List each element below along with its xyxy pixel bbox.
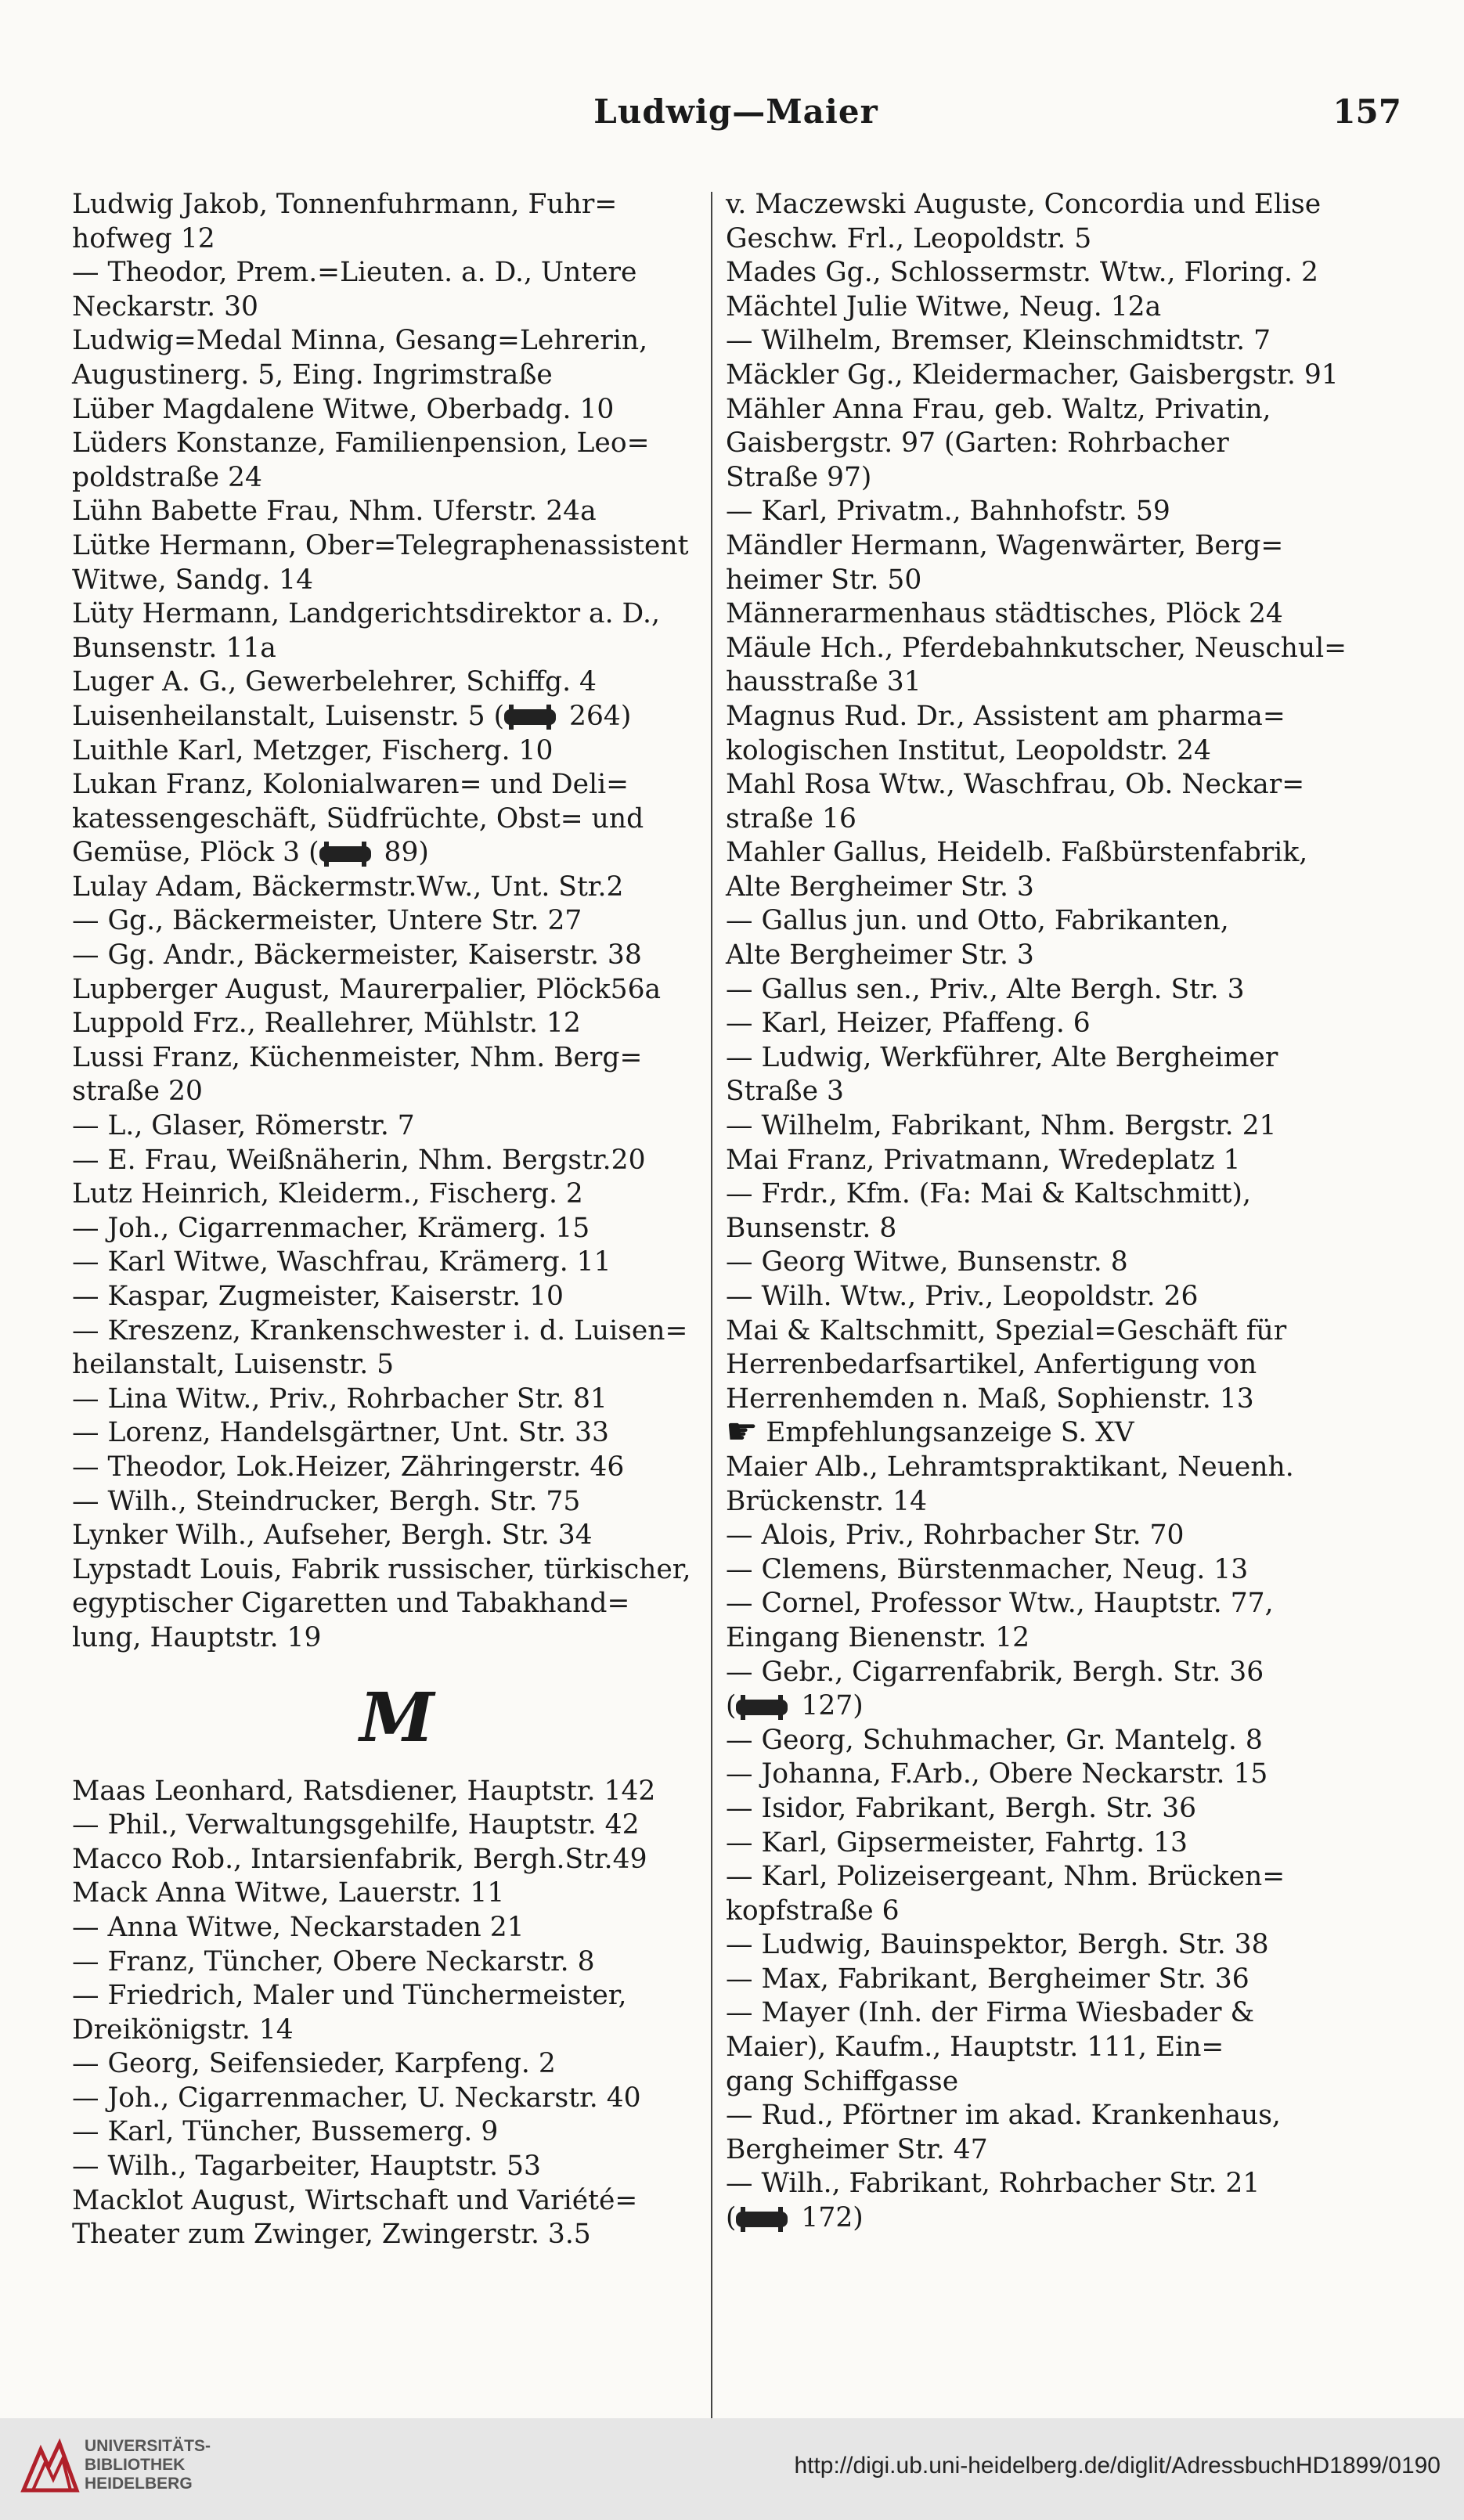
section-letter: M — [359, 1678, 435, 1758]
university-logo-icon — [17, 2435, 83, 2501]
entry-line: — Lina Witw., Priv., Rohrbacher Str. 81 — [72, 1383, 608, 1415]
entry-line: Mächtel Julie Witwe, Neug. 12a — [726, 290, 1162, 323]
entry-line: — Anna Witwe, Neckarstaden 21 — [72, 1911, 525, 1943]
entry-line: Luger A. G., Gewerbelehrer, Schiffg. 4 — [72, 666, 597, 698]
directory-entry — [72, 427, 722, 495]
directory-entry — [726, 1519, 1376, 1553]
entry-line: — Joh., Cigarrenmacher, U. Neckarstr. 40 — [72, 2082, 641, 2114]
entry-line: — Karl, Privatm., Bahnhofstr. 59 — [726, 496, 1170, 528]
directory-entry — [726, 1724, 1376, 1758]
directory-entry — [726, 632, 1376, 700]
entry-line: Mändler Hermann, Wagenwärter, Berg= — [726, 529, 1284, 561]
directory-entry — [72, 1775, 722, 1809]
entry-line: kopfstraße 6 — [726, 1895, 900, 1927]
entry-line: Lussi Franz, Küchenmeister, Nhm. Berg= — [72, 1041, 643, 1073]
entry-line: Magnus Rud. Dr., Assistent am pharma= — [726, 700, 1286, 732]
directory-entry — [72, 597, 722, 665]
entry-line: Gaisbergstr. 97 (Garten: Rohrbacher — [726, 427, 1229, 460]
directory-entry — [72, 1144, 722, 1178]
directory-entry — [726, 188, 1376, 256]
entry-line: — L., Glaser, Römerstr. 7 — [72, 1110, 415, 1142]
library-name-line: BIBLIOTHEK — [85, 2456, 186, 2474]
entry-line: Ludwig Jakob, Tonnenfuhrmann, Fuhr= — [72, 189, 618, 220]
entry-line: Luisenheilanstalt, Luisenstr. 5 ( 264) — [72, 700, 632, 732]
running-head: Ludwig—Maier — [593, 92, 878, 131]
entry-line: Lupberger August, Maurerpalier, Plöck56a — [72, 973, 662, 1005]
directory-entry — [72, 1485, 722, 1520]
entry-line: hausstraße 31 — [726, 666, 921, 698]
entry-line: Neckarstr. 30 — [72, 290, 258, 323]
entry-line: hofweg 12 — [72, 222, 215, 254]
directory-entry — [726, 768, 1376, 836]
directory-entry — [726, 2167, 1376, 2235]
entry-line: Männerarmenhaus städtisches, Plöck 24 — [726, 598, 1283, 630]
entry-line: — Wilhelm, Bremser, Kleinschmidtstr. 7 — [726, 325, 1271, 357]
entry-line: — Johanna, F.Arb., Obere Neckarstr. 15 — [726, 1758, 1268, 1790]
entry-line: — Alois, Priv., Rohrbacher Str. 70 — [726, 1520, 1185, 1552]
entry-line: lung, Hauptstr. 19 — [72, 1621, 322, 1653]
directory-entry — [726, 1656, 1376, 1724]
directory-entry — [726, 529, 1376, 597]
entry-line: egyptischer Cigaretten und Tabakhand= — [72, 1588, 630, 1620]
directory-entry — [72, 495, 722, 529]
entry-line: — Rud., Pförtner im akad. Krankenhaus, — [726, 2100, 1281, 2132]
directory-entry — [72, 188, 722, 256]
entry-line: Brückenstr. 14 — [726, 1485, 928, 1517]
entry-line: Bunsenstr. 11a — [72, 632, 276, 664]
entry-line: — Georg, Seifensieder, Karpfeng. 2 — [72, 2048, 556, 2080]
directory-entry — [72, 1451, 722, 1485]
entry-line: Lüber Magdalene Witwe, Oberbadg. 10 — [72, 393, 615, 425]
directory-entry — [72, 1314, 722, 1383]
directory-entry — [72, 2184, 722, 2252]
entry-line: Augustinerg. 5, Eing. Ingrimstraße — [72, 359, 553, 391]
entry-line: Alte Bergheimer Str. 3 — [726, 871, 1034, 903]
entry-line: — Karl, Polizeisergeant, Nhm. Brücken= — [726, 1861, 1286, 1893]
entry-line: — Isidor, Fabrikant, Bergh. Str. 36 — [726, 1792, 1197, 1824]
entry-line: Lutz Heinrich, Kleiderm., Fischerg. 2 — [72, 1178, 583, 1210]
left-column — [72, 188, 722, 2252]
directory-entry — [726, 1177, 1376, 1246]
directory-entry — [726, 1007, 1376, 1041]
directory-entry — [72, 2115, 722, 2150]
column-divider — [711, 192, 712, 2431]
directory-entry — [72, 2082, 722, 2116]
entry-line: — Ludwig, Bauinspektor, Bergh. Str. 38 — [726, 1929, 1269, 1961]
entry-line: Straße 3 — [726, 1076, 844, 1108]
directory-entry — [726, 1451, 1376, 1519]
directory-entry — [72, 734, 722, 769]
entry-line: — Wilh., Fabrikant, Rohrbacher Str. 21 — [726, 2168, 1260, 2200]
entry-line: — Joh., Cigarrenmacher, Krämerg. 15 — [72, 1212, 590, 1244]
directory-entry — [726, 1996, 1376, 2099]
entry-line: — Lorenz, Handelsgärtner, Unt. Str. 33 — [72, 1417, 609, 1449]
directory-entry — [726, 256, 1376, 290]
entry-line: Mai Franz, Privatmann, Wredeplatz 1 — [726, 1144, 1241, 1176]
entry-line: — Kaspar, Zugmeister, Kaiserstr. 10 — [72, 1281, 564, 1312]
directory-entry — [72, 700, 722, 734]
entry-line: gang Schiffgasse — [726, 2065, 959, 2097]
directory-entry — [72, 1553, 722, 1656]
entry-line: — Gallus sen., Priv., Alte Bergh. Str. 3 — [726, 973, 1245, 1005]
source-url-link[interactable]: http://digi.ub.uni-heidelberg.de/diglit/AdressbuchHD1899/0190 — [794, 2453, 1441, 2479]
entry-line: — Karl, Gipsermeister, Fahrtg. 13 — [726, 1826, 1188, 1858]
entry-line: heilanstalt, Luisenstr. 5 — [72, 1349, 395, 1381]
entry-line: — Theodor, Prem.=Lieuten. a. D., Untere — [72, 257, 637, 289]
directory-entry — [726, 1758, 1376, 1792]
advertisement-reference — [726, 1410, 1376, 1453]
entry-line: Maier), Kaufm., Hauptstr. 111, Ein= — [726, 2032, 1224, 2064]
directory-entry — [726, 1860, 1376, 1928]
directory-entry — [72, 1177, 722, 1212]
entry-line: Mähler Anna Frau, geb. Waltz, Privatin, — [726, 393, 1271, 425]
entry-line: — Gg. Andr., Bäckermeister, Kaiserstr. 38 — [72, 939, 642, 972]
entry-line: Ludwig=Medal Minna, Gesang=Lehrerin, — [72, 325, 648, 357]
library-name — [85, 2437, 211, 2493]
directory-entry — [72, 1519, 722, 1553]
entry-line: Lüders Konstanze, Familienpension, Leo= — [72, 427, 650, 460]
directory-entry — [726, 1587, 1376, 1655]
directory-entry — [726, 393, 1376, 496]
entry-line: Mahler Gallus, Heidelb. Faßbürstenfabrik, — [726, 837, 1308, 869]
entry-line: — Clemens, Bürstenmacher, Neug. 13 — [726, 1553, 1249, 1585]
directory-entry — [72, 665, 722, 700]
library-name-line: UNIVERSITÄTS- — [85, 2437, 211, 2455]
entry-line: — Kreszenz, Krankenschwester i. d. Luisen= — [72, 1314, 688, 1347]
entry-line: heimer Str. 50 — [726, 564, 922, 596]
entry-line: — Wilh. Wtw., Priv., Leopoldstr. 26 — [726, 1281, 1199, 1312]
directory-entry — [72, 1212, 722, 1246]
directory-entry — [72, 1979, 722, 2047]
directory-entry — [72, 1280, 722, 1314]
directory-entry — [726, 1963, 1376, 1997]
directory-entry — [726, 836, 1376, 904]
entry-line: straße 20 — [72, 1076, 203, 1108]
entry-line: Herrenbedarfsartikel, Anfertigung von — [726, 1349, 1257, 1381]
entry-line: ( 127) — [726, 1690, 864, 1722]
entry-line: Lukan Franz, Kolonialwaren= und Deli= — [72, 769, 629, 801]
entry-line: Eingang Bienenstr. 12 — [726, 1621, 1030, 1653]
entry-line: — Gebr., Cigarrenfabrik, Bergh. Str. 36 — [726, 1656, 1264, 1688]
directory-entry — [72, 1383, 722, 1417]
directory-entry — [726, 1144, 1376, 1178]
directory-entry — [726, 1314, 1376, 1417]
directory-entry — [726, 1041, 1376, 1109]
entry-line: Lynker Wilh., Aufseher, Bergh. Str. 34 — [72, 1520, 593, 1552]
directory-entry — [72, 973, 722, 1008]
directory-entry — [726, 1280, 1376, 1314]
entry-line: Mack Anna Witwe, Lauerstr. 11 — [72, 1877, 505, 1909]
entry-line: — Phil., Verwaltungsgehilfe, Hauptstr. 42 — [72, 1809, 640, 1841]
page-number: 157 — [1332, 92, 1401, 131]
entry-line: — E. Frau, Weißnäherin, Nhm. Bergstr.20 — [72, 1144, 646, 1176]
pointing-hand-icon: ☛ — [726, 1410, 759, 1453]
entry-line: — Frdr., Kfm. (Fa: Mai & Kaltschmitt), — [726, 1178, 1251, 1210]
entry-line: poldstraße 24 — [72, 461, 262, 493]
directory-entry — [726, 1246, 1376, 1280]
telephone-icon — [736, 1700, 788, 1715]
directory-entry — [72, 1808, 722, 1843]
advertisement-text: Empfehlungsanzeige S. XV — [766, 1417, 1134, 1449]
entry-line: Mäckler Gg., Kleidermacher, Gaisbergstr. 91 — [726, 359, 1339, 391]
directory-entry — [72, 1246, 722, 1280]
entry-line: Theater zum Zwinger, Zwingerstr. 3.5 — [72, 2219, 591, 2251]
directory-entry — [726, 1928, 1376, 1963]
entry-line: — Gg., Bäckermeister, Untere Str. 27 — [72, 905, 582, 937]
directory-entry — [72, 1911, 722, 1945]
entry-line: Witwe, Sandg. 14 — [72, 564, 314, 596]
directory-entry — [726, 1826, 1376, 1861]
library-name-line: HEIDELBERG — [85, 2475, 193, 2493]
entry-line: — Wilh., Steindrucker, Bergh. Str. 75 — [72, 1485, 581, 1517]
entry-line: — Georg Witwe, Bunsenstr. 8 — [726, 1246, 1128, 1278]
entry-line: Mäule Hch., Pferdebahnkutscher, Neuschul= — [726, 632, 1347, 664]
entry-line: Geschw. Frl., Leopoldstr. 5 — [726, 222, 1092, 254]
entry-line: kologischen Institut, Leopoldstr. 24 — [726, 734, 1211, 766]
entry-line: straße 16 — [726, 802, 856, 835]
entry-line: Dreikönigstr. 14 — [72, 2013, 294, 2046]
directory-entry — [72, 904, 722, 939]
footer-bar — [0, 2418, 1464, 2520]
directory-entry — [726, 1109, 1376, 1144]
entry-line: — Max, Fabrikant, Bergheimer Str. 36 — [726, 1963, 1249, 1995]
directory-entry — [72, 324, 722, 392]
entry-line: Lulay Adam, Bäckermstr.Ww., Unt. Str.2 — [72, 871, 624, 903]
entry-line: — Theodor, Lok.Heizer, Zähringerstr. 46 — [72, 1451, 625, 1483]
entry-line: Gemüse, Plöck 3 ( 89) — [72, 837, 429, 869]
entry-line: Maas Leonhard, Ratsdiener, Hauptstr. 142 — [72, 1775, 656, 1807]
entry-line: Lütke Hermann, Ober=Telegraphenassistent — [72, 529, 689, 561]
directory-entry — [726, 597, 1376, 632]
directory-entry — [726, 324, 1376, 359]
directory-entry — [72, 2150, 722, 2184]
entry-line: — Wilh., Tagarbeiter, Hauptstr. 53 — [72, 2150, 541, 2183]
page-header — [70, 92, 1401, 139]
directory-entry — [72, 2047, 722, 2082]
directory-entry — [72, 393, 722, 427]
entry-line: Macklot August, Wirtschaft und Variété= — [72, 2184, 638, 2216]
telephone-icon — [319, 846, 371, 862]
entry-line: Mai & Kaltschmitt, Spezial=Geschäft für — [726, 1314, 1287, 1347]
entry-line: v. Maczewski Auguste, Concordia und Elise — [726, 189, 1322, 220]
directory-entry — [726, 904, 1376, 972]
entry-line: — Friedrich, Maler und Tünchermeister, — [72, 1980, 627, 2012]
directory-entry — [72, 1945, 722, 1980]
directory-entry — [726, 495, 1376, 529]
directory-entry — [72, 1876, 722, 1911]
entry-line: — Karl, Tüncher, Bussemerg. 9 — [72, 2116, 499, 2148]
entry-line: Mades Gg., Schlossermstr. Wtw., Floring. 2 — [726, 257, 1318, 289]
entry-line: Mahl Rosa Wtw., Waschfrau, Ob. Neckar= — [726, 769, 1305, 801]
entry-line: Luithle Karl, Metzger, Fischerg. 10 — [72, 734, 554, 766]
directory-entry — [72, 529, 722, 597]
directory-entry — [72, 256, 722, 324]
entry-line: — Karl, Heizer, Pfaffeng. 6 — [726, 1008, 1091, 1040]
directory-entry — [726, 1553, 1376, 1588]
entry-line: — Franz, Tüncher, Obere Neckarstr. 8 — [72, 1945, 595, 1977]
entry-line: — Gallus jun. und Otto, Fabrikanten, — [726, 905, 1229, 937]
directory-entry — [72, 1843, 722, 1877]
directory-entry — [72, 1041, 722, 1109]
entry-line: Bunsenstr. 8 — [726, 1212, 897, 1244]
entry-line: Lypstadt Louis, Fabrik russischer, türkischer, — [72, 1553, 691, 1585]
entry-line: — Mayer (Inh. der Firma Wiesbader & — [726, 1997, 1255, 2029]
directory-entry — [72, 1109, 722, 1144]
telephone-icon — [504, 709, 556, 725]
directory-entry — [72, 768, 722, 871]
directory-entry — [726, 1792, 1376, 1826]
directory-entry — [72, 939, 722, 973]
right-column — [726, 188, 1376, 2236]
entry-line: Luppold Frz., Reallehrer, Mühlstr. 12 — [72, 1008, 581, 1040]
entry-line: Bergheimer Str. 47 — [726, 2133, 988, 2165]
entry-line: Straße 97) — [726, 461, 872, 493]
directory-entry — [726, 359, 1376, 393]
entry-line: Macco Rob., Intarsienfabrik, Bergh.Str.49 — [72, 1843, 647, 1875]
directory-entry — [72, 1416, 722, 1451]
entry-line: Lühn Babette Frau, Nhm. Uferstr. 24a — [72, 496, 597, 528]
entry-line: Maier Alb., Lehramtspraktikant, Neuenh. — [726, 1451, 1294, 1483]
telephone-icon — [736, 2212, 788, 2227]
entry-line: Herrenhemden n. Maß, Sophienstr. 13 — [726, 1383, 1254, 1415]
entry-line: — Ludwig, Werkführer, Alte Bergheimer — [726, 1041, 1278, 1073]
directory-entry — [726, 290, 1376, 325]
entry-line: — Wilhelm, Fabrikant, Nhm. Bergstr. 21 — [726, 1110, 1277, 1142]
entry-line: — Georg, Schuhmacher, Gr. Mantelg. 8 — [726, 1724, 1263, 1756]
directory-entry — [726, 700, 1376, 768]
entry-line: ( 172) — [726, 2202, 864, 2234]
entry-line: katessengeschäft, Südfrüchte, Obst= und — [72, 802, 644, 835]
directory-entry — [726, 2099, 1376, 2167]
entry-line: — Cornel, Professor Wtw., Hauptstr. 77, — [726, 1588, 1274, 1620]
entry-line: — Karl Witwe, Waschfrau, Krämerg. 11 — [72, 1246, 611, 1278]
entry-line: Alte Bergheimer Str. 3 — [726, 939, 1034, 972]
directory-entry — [726, 973, 1376, 1008]
entry-line: Lüty Hermann, Landgerichtsdirektor a. D., — [72, 598, 660, 630]
directory-entry — [72, 871, 722, 905]
directory-entry — [72, 1007, 722, 1041]
